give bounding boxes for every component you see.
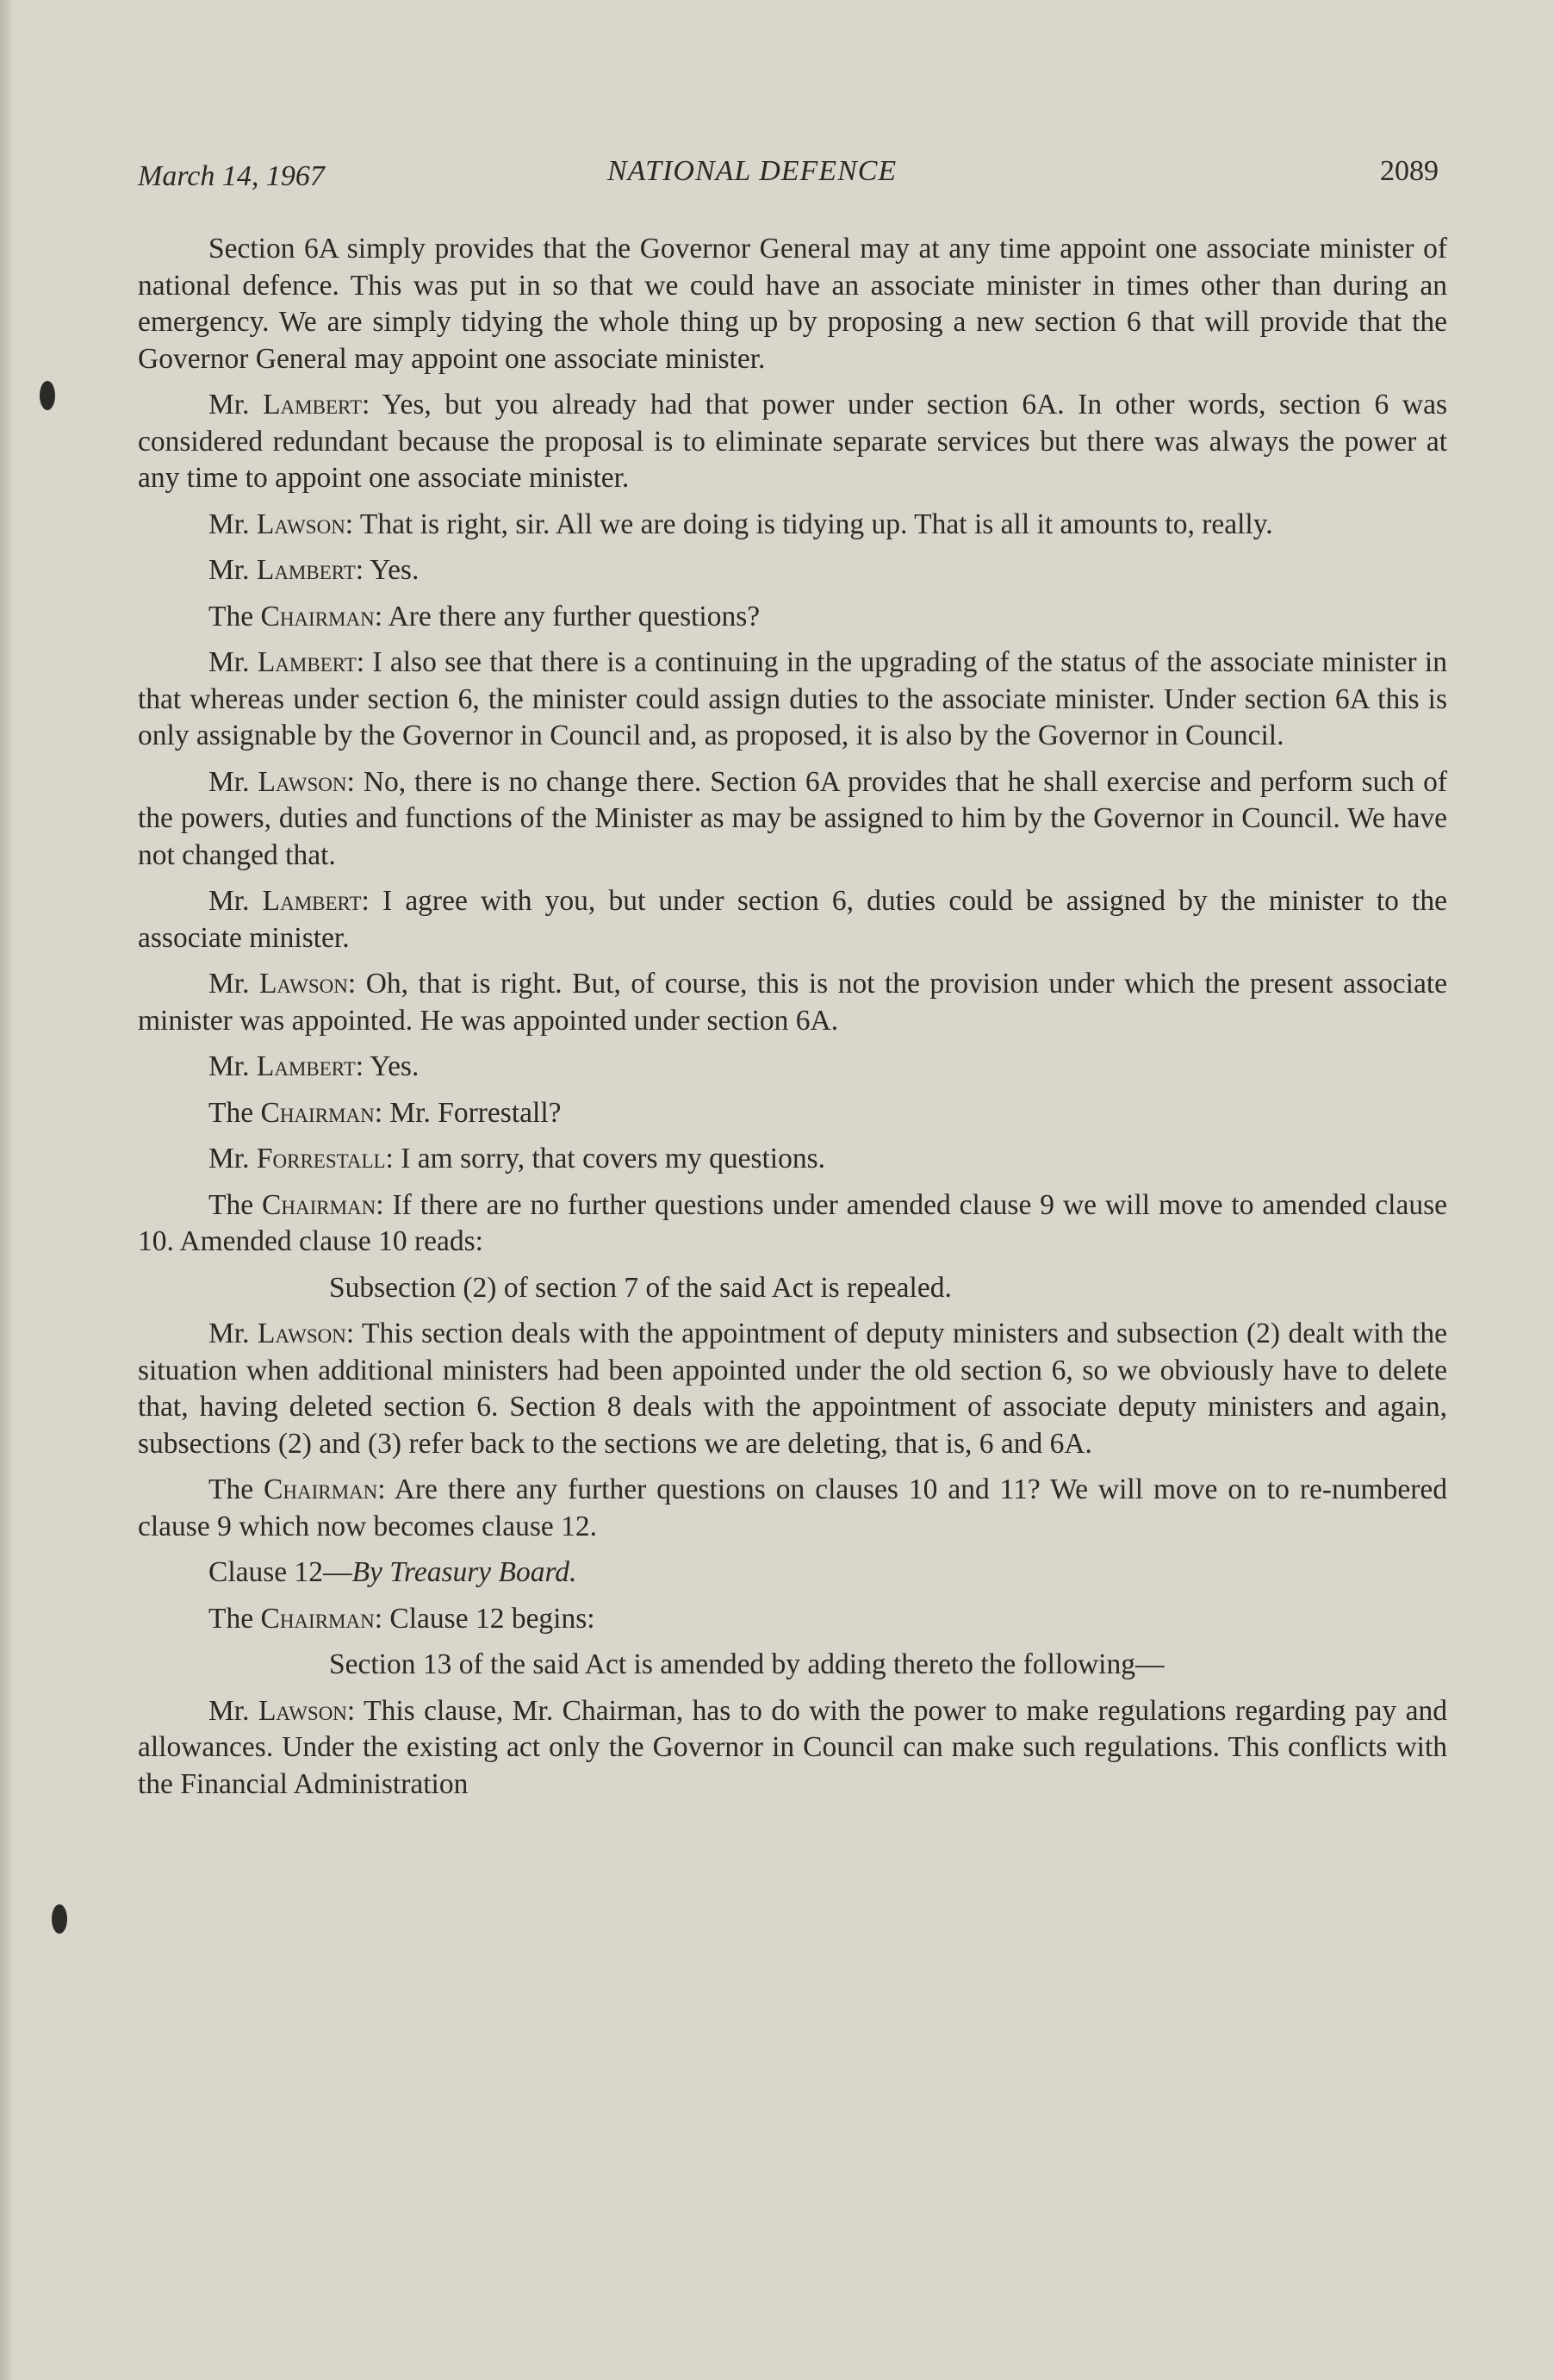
page-edge-shadow: [0, 0, 12, 2380]
paragraph: Mr. Lambert: I also see that there is a continuing in the upgrading of the status of the associate minister in that whereas under section 6, the minister could assign duties to the associate minister. Under section 6A this is only assignable by the Governor in Council and, as proposed, it is also by the Governor in Council.: [138, 646, 1447, 751]
speaker-name: Lawson:: [258, 1694, 356, 1727]
speaker-name: Chairman:: [260, 1602, 383, 1635]
paragraph: Mr. Forrestall: I am sorry, that covers my questions.: [208, 1143, 826, 1174]
paragraph: Mr. Lawson: That is right, sir. All we are doing is tidying up. That is all it amounts to, really.: [208, 508, 1273, 540]
paragraph: Mr. Lawson: No, there is no change there. Section 6A provides that he shall exercise and perform such of the powers, duties and functions of the Minister as may be assigned to him by the Governor in Council. We have not changed that.: [138, 765, 1447, 871]
paragraph: Mr. Lawson: This section deals with the appointment of deputy ministers and subsection (2) dealt with the situation when additional ministers had been appointed under the old section 6, so we obviously have to delete that, having deleted section 6. Section 8 deals with the appointment of associate deputy ministers and again, subsections (2) and (3) refer back to the sections we are deleting, that is, 6 and 6A.: [138, 1318, 1447, 1460]
paragraph: Section 6A simply provides that the Governor General may at any time appoint one associate minister of national defence. This was put in so that we could have an associate minister in times other than during an emergency. We are simply tidying the whole thing up by proposing a new section 6 that will provide that the Governor General may appoint one associate minister.: [138, 233, 1447, 375]
clause-heading: Clause 12—By Treasury Board.: [208, 1556, 577, 1588]
quoted-clause: Section 13 of the said Act is amended by adding thereto the following—: [329, 1648, 1165, 1680]
binding-hole-mark: [52, 1904, 67, 1934]
paragraph: The Chairman: Are there any further questions on clauses 10 and 11? We will move on to re-numbered clause 9 which now becomes clause 12.: [138, 1473, 1447, 1542]
speaker-name: Lambert:: [262, 885, 370, 917]
speaker-name: Chairman:: [262, 1188, 384, 1221]
page-header: [138, 155, 1439, 193]
speaker-name: Forrestall:: [256, 1143, 394, 1174]
header-date: March 14, 1967: [138, 160, 325, 192]
paragraph: The Chairman: Are there any further questions?: [208, 600, 761, 632]
page-number: 2089: [1380, 155, 1439, 187]
speaker-name: Chairman:: [264, 1473, 386, 1505]
transcript-body: [138, 231, 1447, 1812]
speaker-name: Lambert:: [263, 389, 370, 421]
clause-title: By Treasury Board.: [351, 1556, 577, 1588]
speaker-name: Lambert:: [256, 1050, 364, 1082]
speaker-name: Chairman:: [260, 1096, 383, 1129]
paragraph: The Chairman: If there are no further questions under amended clause 9 we will move to amended clause 10. Amended clause 10 reads:: [138, 1188, 1447, 1257]
speaker-name: Lawson:: [258, 765, 355, 798]
paragraph: Mr. Lambert: Yes.: [208, 1050, 420, 1082]
paragraph: Mr. Lambert: Yes.: [208, 554, 420, 586]
paragraph: Mr. Lambert: I agree with you, but under section 6, duties could be assigned by the minister to the associate minister.: [138, 885, 1447, 954]
paragraph: Mr. Lambert: Yes, but you already had that power under section 6A. In other words, section 6 was considered redundant because the proposal is to eliminate separate services but there was always the power at any time to appoint one associate minister.: [138, 389, 1447, 494]
speaker-name: Lawson:: [257, 1318, 355, 1349]
quoted-clause: Subsection (2) of section 7 of the said Act is repealed.: [329, 1271, 952, 1304]
speaker-name: Lawson:: [256, 508, 354, 540]
paragraph: Mr. Lawson: This clause, Mr. Chairman, has to do with the power to make regulations regarding pay and allowances. Under the existing act only the Governor in Council can make such regulations. This conflicts with the Financial Administration: [138, 1694, 1447, 1800]
speaker-name: Chairman:: [260, 600, 383, 632]
speaker-name: Lambert:: [256, 554, 364, 586]
speaker-name: Lawson:: [258, 968, 357, 1000]
speaker-name: Lambert:: [257, 646, 365, 678]
paragraph: The Chairman: Clause 12 begins:: [208, 1602, 595, 1635]
header-title: NATIONAL DEFENCE: [607, 155, 898, 187]
paragraph: Mr. Lawson: Oh, that is right. But, of course, this is not the provision under which the present associate minister was appointed. He was appointed under section 6A.: [138, 968, 1447, 1037]
paragraph: The Chairman: Mr. Forrestall?: [208, 1096, 562, 1129]
binding-hole-mark: [40, 381, 55, 410]
